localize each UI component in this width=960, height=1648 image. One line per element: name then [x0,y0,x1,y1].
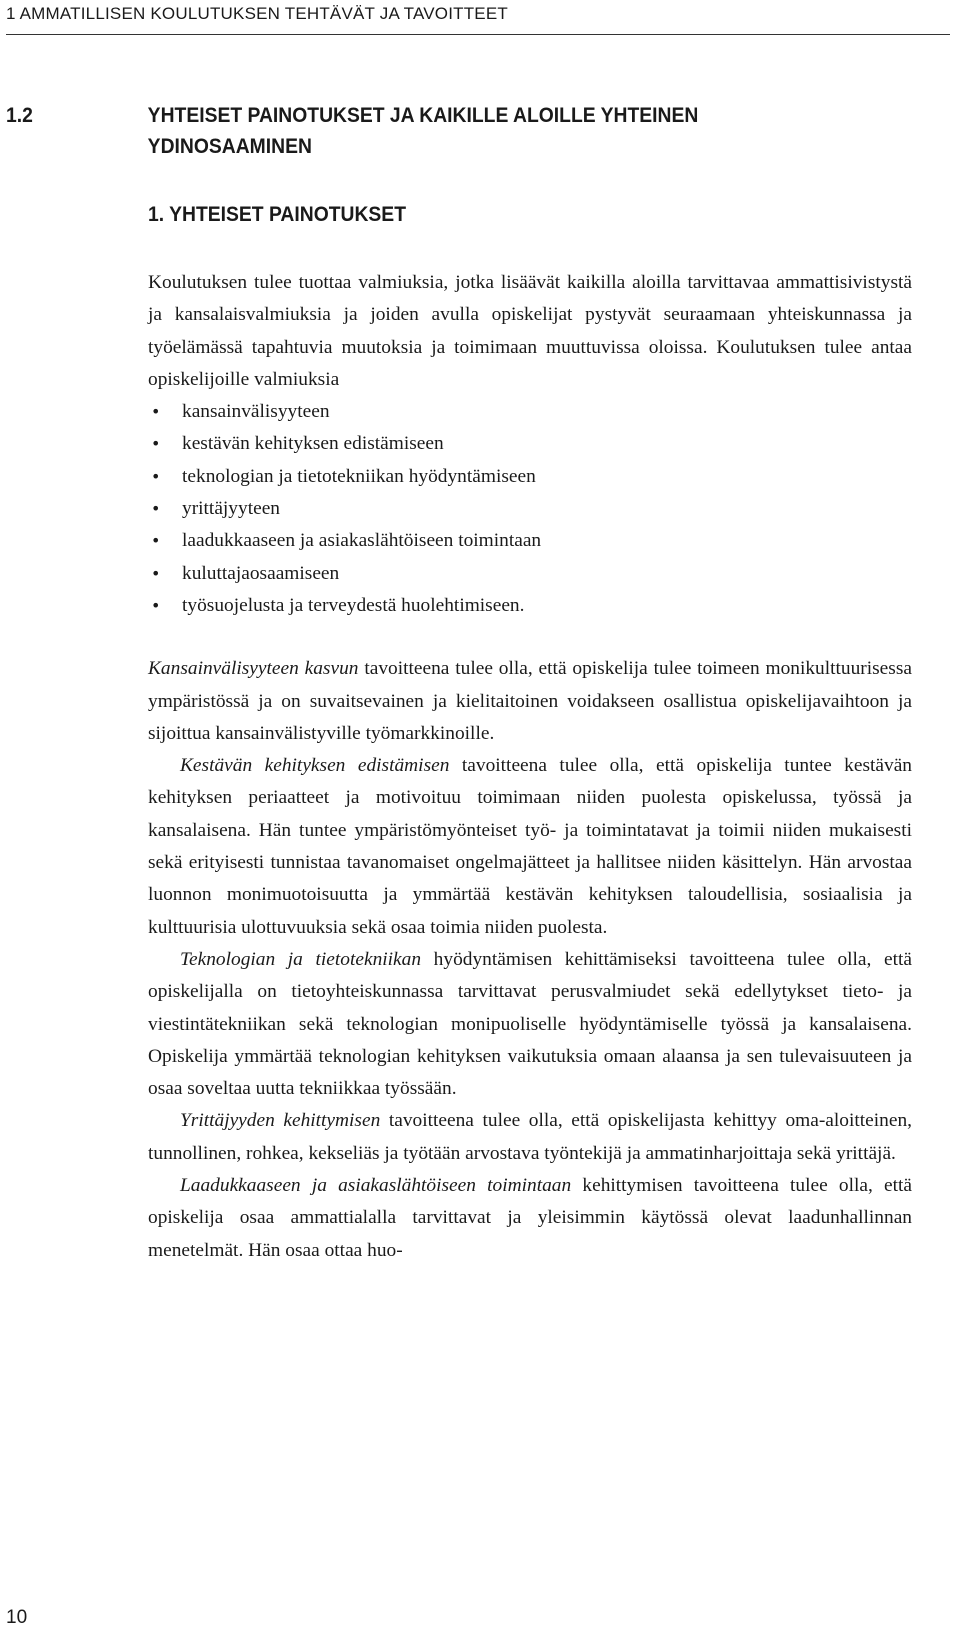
subsection-title: 1. YHTEISET PAINOTUKSET [148,203,407,226]
bullet-list [148,396,912,622]
list-item: • yrittäjyyteen [148,493,912,525]
paragraph-lead: Teknologian ja tietotekniikan [180,948,422,970]
paragraph-lead: Kestävän kehityksen edistämisen [180,755,450,777]
intro-paragraph: Koulutuksen tulee tuottaa valmiuksia, jotka lisäävät kaikilla aloilla tarvittavaa ammattisivistystä ja kansalaisvalmiuksia ja joiden avulla opiskelijat pystyvät seuraamaan yhteiskunnassa ja työelämässä tapahtuvia muutoksia ja toimimaan muuttuvissa oloissa. Koulutuksen tulee antaa opiskelijoille valmiuksia [148,272,912,390]
paragraph-entrepreneurship [148,1105,912,1170]
section-title: YHTEISET PAINOTUKSET JA KAIKILLE ALOILLE YHTEINEN YDINOSAAMINEN [147,104,699,158]
paragraph-technology [148,944,912,1105]
paragraph-lead: Laadukkaaseen ja asiakaslähtöiseen toimintaan [180,1175,572,1197]
header-rule [6,34,950,35]
spacer [148,622,912,653]
paragraph-internationality [148,653,912,750]
list-item: • kuluttajaosaamiseen [148,558,912,590]
paragraph-sustainable-development [148,750,912,944]
section-number: 1.2 [6,104,33,127]
paragraph-text: tavoitteena tulee olla, että opiskelija tulee toimeen monikulttuurisessa ympäristössä ja on suvaitsevainen ja kielitaitoinen voidakseen osallistua opiskelijavaihtoon ja sijoittua kansainvälistyville työmarkkinoille. [148,658,912,744]
list-item: • kansainvälisyyteen [148,396,912,428]
paragraph-text: kehittymisen tavoitteena tulee olla, että opiskelija osaa ammattialalla tarvittavat ja yleisimmin käytössä olevat laadunhallinnan menetelmät. Hän osaa ottaa huo- [148,1175,912,1261]
paragraph-text: tavoitteena tulee olla, että opiskelija tuntee kestävän kehityksen periaatteet ja motivoituu toimimaan niiden puolesta opiskelussa, työssä ja kansalaisena. Hän tuntee ympäristömyönteiset työ- ja toimintatavat ja toimii niiden mukaisesti sekä erityisesti tunnistaa tavanomaiset ongelmajätteet ja hallitsee niiden käsittelyn. Hän arvostaa luonnon monimuotoisuutta ja ymmärtää kestävän kehityksen taloudellisia, sosiaalisia ja kulttuurisia ulottuvuuksia sekä osaa toimia niiden puolesta. [148,755,912,938]
page-number: 10 [6,1607,28,1628]
list-item: • kestävän kehityksen edistämiseen [148,428,912,460]
list-item: • teknologian ja tietotekniikan hyödyntämiseen [148,461,912,493]
paragraph-quality [148,1170,912,1267]
paragraph-text: hyödyntämisen kehittämiseksi tavoitteena tulee olla, että opiskelijalla on tietoyhteiskunnassa tarvittavat perusvalmiudet sekä edellytykset tieto- ja viestintätekniikan sekä teknologian monipuoliselle hyödyntämiselle työssä ja kansalaisena. Opiskelija ymmärtää teknologian kehityksen vaikutuksia omaan alaansa ja sen tulevaisuuteen ja osaa soveltaa uutta tekniikkaa työssään. [148,948,912,1100]
body-text [148,267,912,1267]
running-header: 1 AMMATILLISEN KOULUTUKSEN TEHTÄVÄT JA TAVOITTEET [6,4,508,23]
paragraph-lead: Yrittäjyyden kehittymisen [180,1110,381,1132]
paragraph-text: tavoitteena tulee olla, että opiskelijasta kehittyy oma-aloitteinen, tunnollinen, rohkea, kekseliäs ja työtään arvostava työntekijä ja ammatinharjoittaja sekä yrittäjä. [148,1110,912,1164]
list-item: • laadukkaaseen ja asiakaslähtöiseen toimintaan [148,525,912,557]
paragraph-lead: Kansainvälisyyteen kasvun [148,658,359,680]
list-item: • työsuojelusta ja terveydestä huolehtimiseen. [148,590,912,622]
